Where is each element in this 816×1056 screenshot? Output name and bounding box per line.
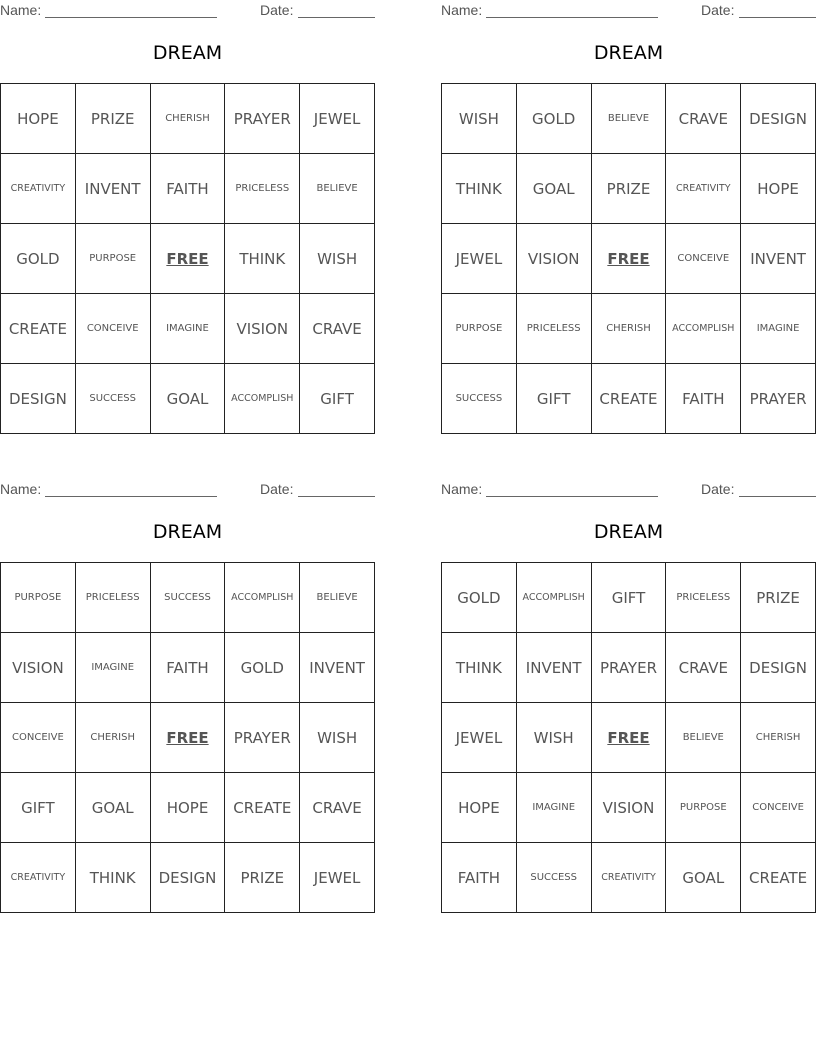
- card-title: DREAM: [593, 521, 664, 543]
- bingo-cell: CREATIVITY: [666, 154, 741, 224]
- bingo-cell: VISION: [1, 633, 76, 703]
- bingo-cell: VISION: [517, 224, 592, 294]
- bingo-cell: THINK: [76, 843, 151, 913]
- bingo-cell: PURPOSE: [1, 563, 76, 633]
- bingo-cell: BELIEVE: [300, 154, 375, 224]
- bingo-cell: SUCCESS: [76, 364, 151, 434]
- bingo-cell: PRIZE: [741, 563, 816, 633]
- bingo-cell: FAITH: [442, 843, 517, 913]
- name-line: [45, 17, 217, 18]
- name-line: [486, 496, 658, 497]
- bingo-cell: INVENT: [300, 633, 375, 703]
- bingo-cell: FAITH: [151, 154, 226, 224]
- date-line: [739, 496, 816, 497]
- bingo-cell: ACCOMPLISH: [225, 364, 300, 434]
- name-label: Name:: [0, 2, 42, 18]
- bingo-cell: CREATE: [592, 364, 667, 434]
- bingo-cell: ACCOMPLISH: [517, 563, 592, 633]
- date-label: Date:: [701, 481, 735, 497]
- free-space-cell: FREE: [151, 224, 226, 294]
- bingo-cell: THINK: [225, 224, 300, 294]
- bingo-cell: CREATE: [741, 843, 816, 913]
- bingo-cell: THINK: [442, 633, 517, 703]
- bingo-cell: THINK: [442, 154, 517, 224]
- bingo-cell: DESIGN: [151, 843, 226, 913]
- bingo-cell: CREATIVITY: [592, 843, 667, 913]
- bingo-cell: CONCEIVE: [666, 224, 741, 294]
- bingo-cell: PRIZE: [592, 154, 667, 224]
- bingo-cell: JEWEL: [442, 224, 517, 294]
- name-line: [45, 496, 217, 497]
- bingo-cell: BELIEVE: [592, 84, 667, 154]
- bingo-grid: [0, 83, 375, 434]
- bingo-cell: JEWEL: [442, 703, 517, 773]
- bingo-cell: PURPOSE: [442, 294, 517, 364]
- date-line: [298, 17, 375, 18]
- bingo-cell: PRICELESS: [76, 563, 151, 633]
- name-label: Name:: [441, 2, 483, 18]
- name-label: Name:: [441, 481, 483, 497]
- bingo-cell: CRAVE: [666, 84, 741, 154]
- bingo-cell: CRAVE: [300, 294, 375, 364]
- date-line: [739, 17, 816, 18]
- date-label: Date:: [701, 2, 735, 18]
- bingo-cell: CHERISH: [741, 703, 816, 773]
- card-header: [441, 2, 816, 20]
- bingo-cell: PRAYER: [225, 84, 300, 154]
- card-title: DREAM: [593, 42, 664, 64]
- date-line: [298, 496, 375, 497]
- bingo-card-4: [441, 479, 816, 919]
- card-title: DREAM: [152, 42, 223, 64]
- card-title: DREAM: [152, 521, 223, 543]
- bingo-cell: GIFT: [1, 773, 76, 843]
- bingo-cell: IMAGINE: [76, 633, 151, 703]
- bingo-cell: CRAVE: [300, 773, 375, 843]
- bingo-cell: GIFT: [592, 563, 667, 633]
- bingo-cell: GOAL: [76, 773, 151, 843]
- bingo-grid: [441, 562, 816, 913]
- free-space-cell: FREE: [151, 703, 226, 773]
- bingo-cell: CRAVE: [666, 633, 741, 703]
- bingo-cell: JEWEL: [300, 84, 375, 154]
- bingo-cell: SUCCESS: [151, 563, 226, 633]
- bingo-cell: INVENT: [76, 154, 151, 224]
- bingo-cell: PRAYER: [741, 364, 816, 434]
- free-space-cell: FREE: [592, 224, 667, 294]
- bingo-cell: SUCCESS: [517, 843, 592, 913]
- card-header: [441, 481, 816, 499]
- bingo-cell: PURPOSE: [76, 224, 151, 294]
- bingo-cell: CREATIVITY: [1, 843, 76, 913]
- bingo-cell: WISH: [517, 703, 592, 773]
- bingo-cell: GIFT: [517, 364, 592, 434]
- bingo-cell: CONCEIVE: [76, 294, 151, 364]
- bingo-cell: CHERISH: [592, 294, 667, 364]
- bingo-cell: FAITH: [151, 633, 226, 703]
- bingo-cell: INVENT: [517, 633, 592, 703]
- bingo-cell: HOPE: [151, 773, 226, 843]
- bingo-cell: ACCOMPLISH: [225, 563, 300, 633]
- bingo-cell: GOAL: [666, 843, 741, 913]
- bingo-cell: PRICELESS: [517, 294, 592, 364]
- bingo-cell: GOLD: [1, 224, 76, 294]
- bingo-card-2: [441, 0, 816, 440]
- bingo-cell: SUCCESS: [442, 364, 517, 434]
- bingo-cell: WISH: [300, 703, 375, 773]
- bingo-cell: CONCEIVE: [741, 773, 816, 843]
- bingo-cell: PRAYER: [592, 633, 667, 703]
- bingo-cell: PRICELESS: [666, 563, 741, 633]
- bingo-cell: JEWEL: [300, 843, 375, 913]
- bingo-grid: [0, 562, 375, 913]
- bingo-card-3: [0, 479, 375, 919]
- bingo-cell: ACCOMPLISH: [666, 294, 741, 364]
- bingo-cell: CHERISH: [76, 703, 151, 773]
- bingo-cell: BELIEVE: [666, 703, 741, 773]
- bingo-cell: FAITH: [666, 364, 741, 434]
- name-label: Name:: [0, 481, 42, 497]
- bingo-card-1: [0, 0, 375, 440]
- card-header: [0, 481, 375, 499]
- bingo-cell: GOLD: [517, 84, 592, 154]
- date-label: Date:: [260, 481, 294, 497]
- bingo-cell: GIFT: [300, 364, 375, 434]
- bingo-cell: HOPE: [1, 84, 76, 154]
- bingo-cell: HOPE: [442, 773, 517, 843]
- bingo-cell: PRIZE: [225, 843, 300, 913]
- bingo-cell: IMAGINE: [517, 773, 592, 843]
- bingo-cell: CHERISH: [151, 84, 226, 154]
- bingo-cell: DESIGN: [741, 84, 816, 154]
- bingo-cell: CREATIVITY: [1, 154, 76, 224]
- bingo-cell: HOPE: [741, 154, 816, 224]
- bingo-cell: PURPOSE: [666, 773, 741, 843]
- bingo-cell: WISH: [442, 84, 517, 154]
- bingo-cell: PRICELESS: [225, 154, 300, 224]
- bingo-grid: [441, 83, 816, 434]
- bingo-cell: WISH: [300, 224, 375, 294]
- bingo-cell: DESIGN: [741, 633, 816, 703]
- free-space-cell: FREE: [592, 703, 667, 773]
- bingo-cell: IMAGINE: [741, 294, 816, 364]
- bingo-cell: VISION: [225, 294, 300, 364]
- date-label: Date:: [260, 2, 294, 18]
- bingo-cell: GOAL: [151, 364, 226, 434]
- card-header: [0, 2, 375, 20]
- bingo-cell: VISION: [592, 773, 667, 843]
- bingo-cell: GOLD: [225, 633, 300, 703]
- bingo-cell: PRIZE: [76, 84, 151, 154]
- bingo-cell: INVENT: [741, 224, 816, 294]
- bingo-cell: CONCEIVE: [1, 703, 76, 773]
- bingo-cell: CREATE: [1, 294, 76, 364]
- bingo-cell: PRAYER: [225, 703, 300, 773]
- bingo-cell: CREATE: [225, 773, 300, 843]
- name-line: [486, 17, 658, 18]
- bingo-cell: GOAL: [517, 154, 592, 224]
- bingo-cell: GOLD: [442, 563, 517, 633]
- bingo-cell: DESIGN: [1, 364, 76, 434]
- bingo-cell: IMAGINE: [151, 294, 226, 364]
- bingo-cell: BELIEVE: [300, 563, 375, 633]
